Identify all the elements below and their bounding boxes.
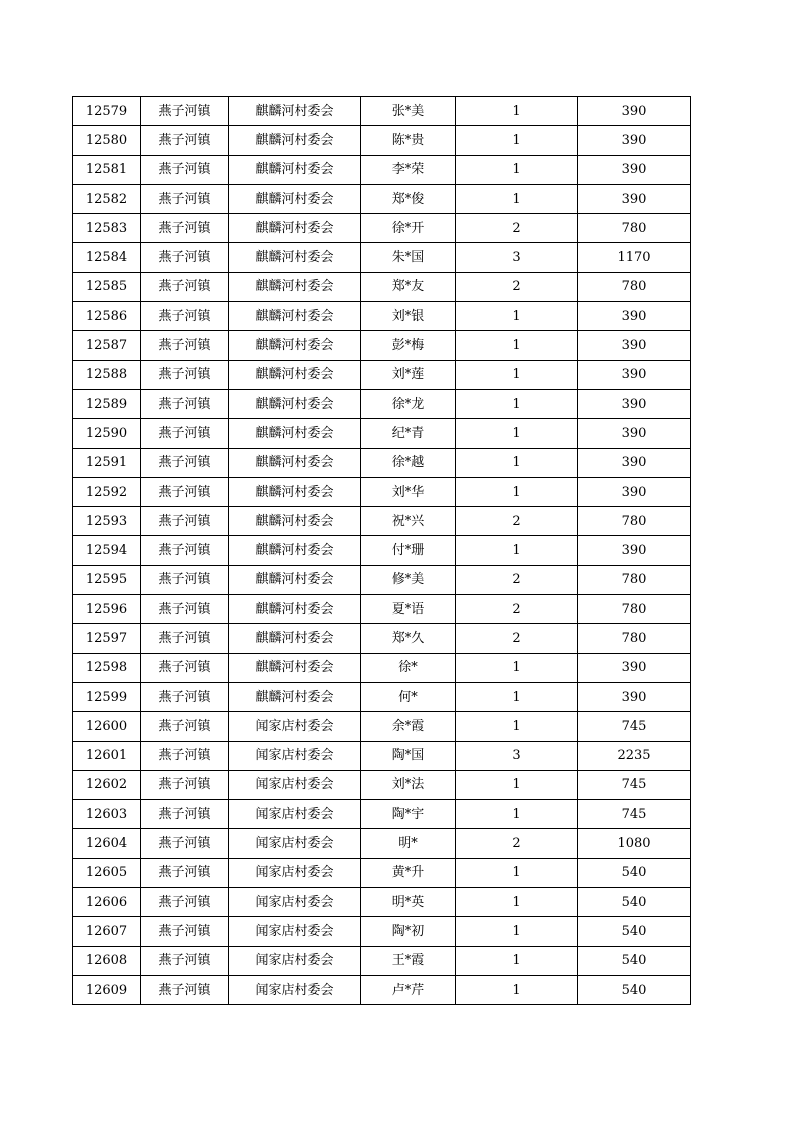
- record-id-cell: 12579: [73, 97, 141, 126]
- amount-cell: 390: [578, 477, 691, 506]
- town-cell: 燕子河镇: [141, 419, 229, 448]
- town-cell: 燕子河镇: [141, 331, 229, 360]
- village-cell: 闻家店村委会: [229, 917, 361, 946]
- amount-cell: 780: [578, 214, 691, 243]
- count-cell: 2: [456, 565, 578, 594]
- name-cell: 陈*贵: [361, 126, 456, 155]
- table-row: [73, 946, 691, 975]
- count-cell: 1: [456, 389, 578, 418]
- town-cell: 燕子河镇: [141, 653, 229, 682]
- count-cell: 1: [456, 946, 578, 975]
- record-id-cell: 12586: [73, 302, 141, 331]
- table-row: [73, 126, 691, 155]
- count-cell: 1: [456, 653, 578, 682]
- amount-cell: 390: [578, 653, 691, 682]
- village-cell: 闻家店村委会: [229, 741, 361, 770]
- town-cell: 燕子河镇: [141, 243, 229, 272]
- record-id-cell: 12587: [73, 331, 141, 360]
- table-row: [73, 800, 691, 829]
- name-cell: 徐*: [361, 653, 456, 682]
- count-cell: 1: [456, 536, 578, 565]
- count-cell: 2: [456, 272, 578, 301]
- count-cell: 1: [456, 360, 578, 389]
- table-row: [73, 741, 691, 770]
- town-cell: 燕子河镇: [141, 917, 229, 946]
- name-cell: 明*: [361, 829, 456, 858]
- record-id-cell: 12581: [73, 155, 141, 184]
- village-cell: 麒麟河村委会: [229, 624, 361, 653]
- record-id-cell: 12605: [73, 858, 141, 887]
- table-row: [73, 624, 691, 653]
- name-cell: 付*珊: [361, 536, 456, 565]
- amount-cell: 780: [578, 272, 691, 301]
- amount-cell: 390: [578, 419, 691, 448]
- count-cell: 1: [456, 477, 578, 506]
- town-cell: 燕子河镇: [141, 389, 229, 418]
- table-row: [73, 770, 691, 799]
- town-cell: 燕子河镇: [141, 155, 229, 184]
- count-cell: 1: [456, 184, 578, 213]
- count-cell: 2: [456, 507, 578, 536]
- count-cell: 1: [456, 975, 578, 1004]
- record-id-cell: 12580: [73, 126, 141, 155]
- amount-cell: 2235: [578, 741, 691, 770]
- table-row: [73, 565, 691, 594]
- amount-cell: 390: [578, 360, 691, 389]
- amount-cell: 390: [578, 536, 691, 565]
- town-cell: 燕子河镇: [141, 712, 229, 741]
- town-cell: 燕子河镇: [141, 477, 229, 506]
- name-cell: 黄*升: [361, 858, 456, 887]
- town-cell: 燕子河镇: [141, 272, 229, 301]
- data-table: [72, 96, 691, 1005]
- village-cell: 麒麟河村委会: [229, 419, 361, 448]
- name-cell: 张*美: [361, 97, 456, 126]
- count-cell: 1: [456, 126, 578, 155]
- town-cell: 燕子河镇: [141, 741, 229, 770]
- amount-cell: 540: [578, 858, 691, 887]
- record-id-cell: 12585: [73, 272, 141, 301]
- table-row: [73, 272, 691, 301]
- village-cell: 麒麟河村委会: [229, 184, 361, 213]
- count-cell: 1: [456, 155, 578, 184]
- town-cell: 燕子河镇: [141, 507, 229, 536]
- table-row: [73, 448, 691, 477]
- record-id-cell: 12594: [73, 536, 141, 565]
- record-id-cell: 12606: [73, 888, 141, 917]
- village-cell: 麒麟河村委会: [229, 653, 361, 682]
- table-row: [73, 858, 691, 887]
- name-cell: 郑*友: [361, 272, 456, 301]
- name-cell: 郑*久: [361, 624, 456, 653]
- town-cell: 燕子河镇: [141, 595, 229, 624]
- name-cell: 郑*俊: [361, 184, 456, 213]
- record-id-cell: 12592: [73, 477, 141, 506]
- amount-cell: 1170: [578, 243, 691, 272]
- count-cell: 1: [456, 858, 578, 887]
- name-cell: 彭*梅: [361, 331, 456, 360]
- table-row: [73, 682, 691, 711]
- name-cell: 余*霞: [361, 712, 456, 741]
- village-cell: 闻家店村委会: [229, 858, 361, 887]
- amount-cell: 1080: [578, 829, 691, 858]
- record-id-cell: 12597: [73, 624, 141, 653]
- village-cell: 闻家店村委会: [229, 946, 361, 975]
- record-id-cell: 12582: [73, 184, 141, 213]
- table-row: [73, 360, 691, 389]
- village-cell: 麒麟河村委会: [229, 389, 361, 418]
- count-cell: 1: [456, 97, 578, 126]
- name-cell: 陶*宇: [361, 800, 456, 829]
- village-cell: 麒麟河村委会: [229, 155, 361, 184]
- count-cell: 3: [456, 741, 578, 770]
- record-id-cell: 12583: [73, 214, 141, 243]
- town-cell: 燕子河镇: [141, 800, 229, 829]
- amount-cell: 390: [578, 448, 691, 477]
- amount-cell: 390: [578, 126, 691, 155]
- record-id-cell: 12591: [73, 448, 141, 477]
- town-cell: 燕子河镇: [141, 946, 229, 975]
- record-id-cell: 12584: [73, 243, 141, 272]
- count-cell: 1: [456, 712, 578, 741]
- amount-cell: 390: [578, 97, 691, 126]
- table-row: [73, 389, 691, 418]
- amount-cell: 540: [578, 946, 691, 975]
- town-cell: 燕子河镇: [141, 97, 229, 126]
- count-cell: 1: [456, 770, 578, 799]
- count-cell: 2: [456, 829, 578, 858]
- table-row: [73, 477, 691, 506]
- name-cell: 徐*开: [361, 214, 456, 243]
- village-cell: 麒麟河村委会: [229, 331, 361, 360]
- amount-cell: 745: [578, 800, 691, 829]
- name-cell: 陶*国: [361, 741, 456, 770]
- amount-cell: 390: [578, 682, 691, 711]
- village-cell: 麒麟河村委会: [229, 682, 361, 711]
- table-row: [73, 97, 691, 126]
- name-cell: 朱*国: [361, 243, 456, 272]
- amount-cell: 780: [578, 624, 691, 653]
- record-id-cell: 12593: [73, 507, 141, 536]
- table-row: [73, 536, 691, 565]
- amount-cell: 780: [578, 595, 691, 624]
- village-cell: 麒麟河村委会: [229, 360, 361, 389]
- table-row: [73, 888, 691, 917]
- record-id-cell: 12607: [73, 917, 141, 946]
- name-cell: 祝*兴: [361, 507, 456, 536]
- town-cell: 燕子河镇: [141, 975, 229, 1004]
- village-cell: 麒麟河村委会: [229, 302, 361, 331]
- name-cell: 李*荣: [361, 155, 456, 184]
- village-cell: 闻家店村委会: [229, 829, 361, 858]
- name-cell: 修*美: [361, 565, 456, 594]
- count-cell: 1: [456, 888, 578, 917]
- table-row: [73, 712, 691, 741]
- table-body: [73, 97, 691, 1005]
- name-cell: 何*: [361, 682, 456, 711]
- village-cell: 麒麟河村委会: [229, 595, 361, 624]
- name-cell: 卢*芹: [361, 975, 456, 1004]
- town-cell: 燕子河镇: [141, 302, 229, 331]
- count-cell: 2: [456, 595, 578, 624]
- count-cell: 1: [456, 682, 578, 711]
- town-cell: 燕子河镇: [141, 888, 229, 917]
- village-cell: 麒麟河村委会: [229, 214, 361, 243]
- name-cell: 刘*华: [361, 477, 456, 506]
- town-cell: 燕子河镇: [141, 184, 229, 213]
- village-cell: 麒麟河村委会: [229, 507, 361, 536]
- village-cell: 闻家店村委会: [229, 975, 361, 1004]
- count-cell: 1: [456, 419, 578, 448]
- amount-cell: 780: [578, 507, 691, 536]
- town-cell: 燕子河镇: [141, 536, 229, 565]
- village-cell: 麒麟河村委会: [229, 448, 361, 477]
- table-row: [73, 595, 691, 624]
- village-cell: 麒麟河村委会: [229, 477, 361, 506]
- table-row: [73, 214, 691, 243]
- record-id-cell: 12598: [73, 653, 141, 682]
- village-cell: 麒麟河村委会: [229, 97, 361, 126]
- village-cell: 麒麟河村委会: [229, 565, 361, 594]
- town-cell: 燕子河镇: [141, 624, 229, 653]
- count-cell: 2: [456, 624, 578, 653]
- town-cell: 燕子河镇: [141, 214, 229, 243]
- count-cell: 3: [456, 243, 578, 272]
- town-cell: 燕子河镇: [141, 448, 229, 477]
- table-row: [73, 155, 691, 184]
- record-id-cell: 12590: [73, 419, 141, 448]
- record-id-cell: 12601: [73, 741, 141, 770]
- table-row: [73, 243, 691, 272]
- table-row: [73, 302, 691, 331]
- table-row: [73, 507, 691, 536]
- record-id-cell: 12604: [73, 829, 141, 858]
- table-row: [73, 917, 691, 946]
- name-cell: 徐*龙: [361, 389, 456, 418]
- count-cell: 1: [456, 448, 578, 477]
- count-cell: 1: [456, 800, 578, 829]
- amount-cell: 390: [578, 331, 691, 360]
- name-cell: 王*霞: [361, 946, 456, 975]
- record-id-cell: 12589: [73, 389, 141, 418]
- name-cell: 纪*青: [361, 419, 456, 448]
- amount-cell: 390: [578, 184, 691, 213]
- name-cell: 明*英: [361, 888, 456, 917]
- village-cell: 麒麟河村委会: [229, 126, 361, 155]
- village-cell: 麒麟河村委会: [229, 243, 361, 272]
- record-id-cell: 12602: [73, 770, 141, 799]
- table-row: [73, 975, 691, 1004]
- record-id-cell: 12599: [73, 682, 141, 711]
- record-id-cell: 12595: [73, 565, 141, 594]
- amount-cell: 780: [578, 565, 691, 594]
- village-cell: 闻家店村委会: [229, 888, 361, 917]
- amount-cell: 745: [578, 712, 691, 741]
- village-cell: 麒麟河村委会: [229, 536, 361, 565]
- town-cell: 燕子河镇: [141, 565, 229, 594]
- town-cell: 燕子河镇: [141, 126, 229, 155]
- record-id-cell: 12603: [73, 800, 141, 829]
- name-cell: 刘*银: [361, 302, 456, 331]
- name-cell: 刘*莲: [361, 360, 456, 389]
- village-cell: 闻家店村委会: [229, 712, 361, 741]
- name-cell: 徐*越: [361, 448, 456, 477]
- town-cell: 燕子河镇: [141, 682, 229, 711]
- count-cell: 1: [456, 302, 578, 331]
- table-row: [73, 829, 691, 858]
- record-id-cell: 12596: [73, 595, 141, 624]
- count-cell: 1: [456, 331, 578, 360]
- amount-cell: 540: [578, 917, 691, 946]
- town-cell: 燕子河镇: [141, 770, 229, 799]
- amount-cell: 745: [578, 770, 691, 799]
- village-cell: 闻家店村委会: [229, 800, 361, 829]
- village-cell: 闻家店村委会: [229, 770, 361, 799]
- town-cell: 燕子河镇: [141, 360, 229, 389]
- table-row: [73, 419, 691, 448]
- record-id-cell: 12588: [73, 360, 141, 389]
- record-id-cell: 12608: [73, 946, 141, 975]
- table-row: [73, 653, 691, 682]
- name-cell: 夏*语: [361, 595, 456, 624]
- record-id-cell: 12600: [73, 712, 141, 741]
- town-cell: 燕子河镇: [141, 829, 229, 858]
- name-cell: 刘*法: [361, 770, 456, 799]
- amount-cell: 390: [578, 389, 691, 418]
- count-cell: 1: [456, 917, 578, 946]
- record-id-cell: 12609: [73, 975, 141, 1004]
- table-row: [73, 331, 691, 360]
- name-cell: 陶*初: [361, 917, 456, 946]
- amount-cell: 540: [578, 975, 691, 1004]
- amount-cell: 540: [578, 888, 691, 917]
- village-cell: 麒麟河村委会: [229, 272, 361, 301]
- amount-cell: 390: [578, 155, 691, 184]
- amount-cell: 390: [578, 302, 691, 331]
- count-cell: 2: [456, 214, 578, 243]
- table-row: [73, 184, 691, 213]
- town-cell: 燕子河镇: [141, 858, 229, 887]
